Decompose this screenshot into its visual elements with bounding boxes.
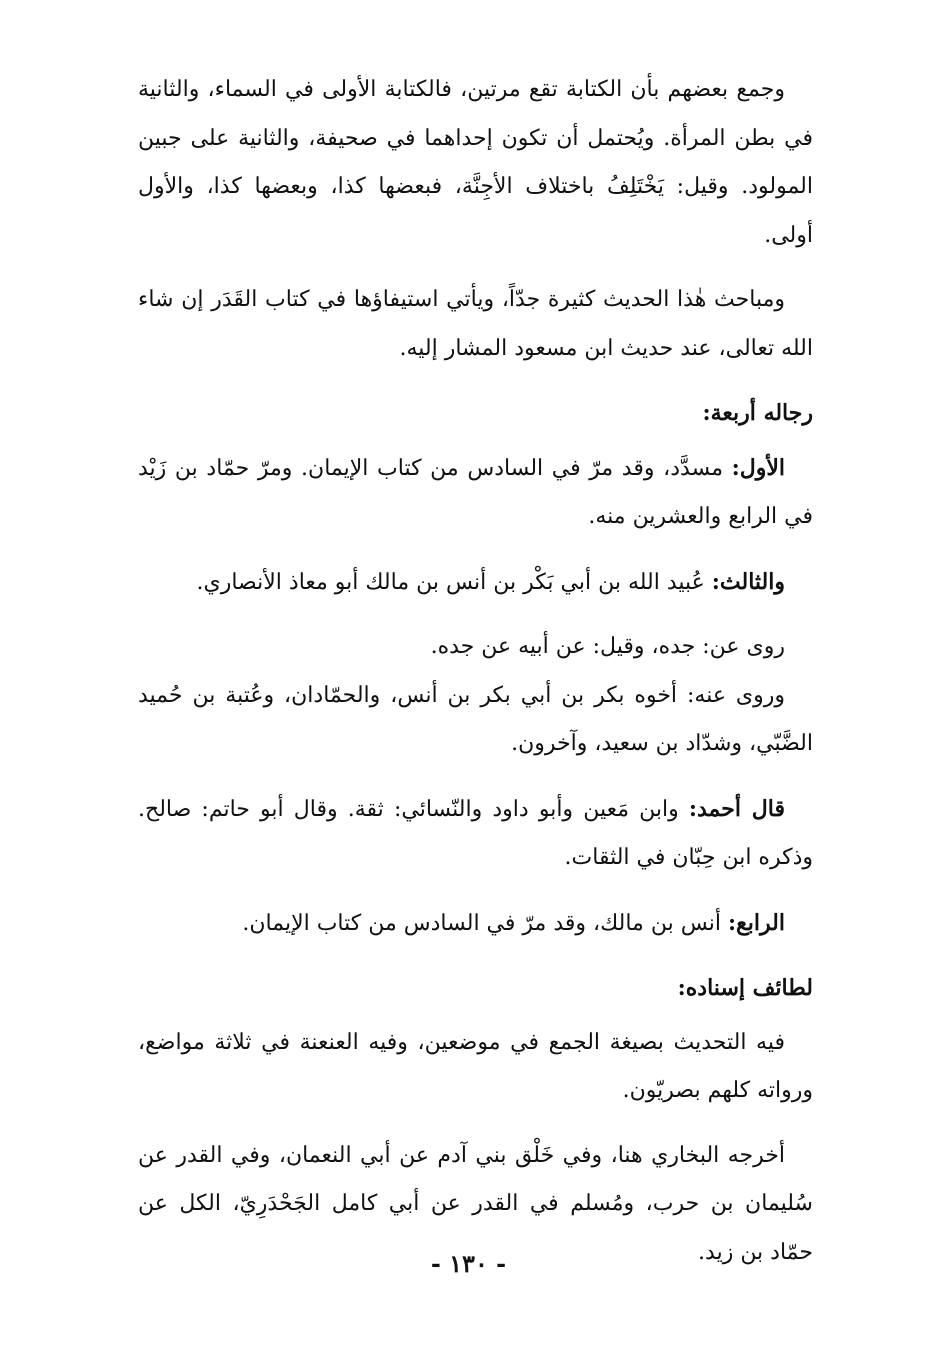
- rijal-first-text: مسدَّد، وقد مرّ في السادس من كتاب الإيمان. ومرّ حمّاد بن زَيْد في الرابع والعشرين منه.: [138, 455, 813, 529]
- rawa-anhu: وروى عنه: أخوه بكر بن أبي بكر بن أنس، والحمّادان، وعُتبة بن حُميد الضَّبّي، وشدّاد بن سعيد، وآخرون.: [138, 682, 813, 756]
- rijal-fourth-label: الرابع:: [727, 909, 785, 936]
- rijal-fourth-text: أنس بن مالك، وقد مرّ في السادس من كتاب الإيمان.: [242, 910, 728, 936]
- rijal-third: [138, 558, 813, 608]
- lataif-text: فيه التحديث بصيغة الجمع في موضعين، وفيه العنعنة في ثلاثة مواضع، ورواته كلهم بصريّون.: [138, 1029, 813, 1103]
- qala-ahmad-label: قال أحمد:: [688, 795, 786, 822]
- page-body: [138, 66, 813, 1277]
- qala-ahmad: [138, 785, 813, 883]
- takhrij-text: أخرجه البخاري هنا، وفي خَلْق بني آدم عن أبي النعمان، وفي القدر عن سُليمان بن حرب، ومُسلم في القدر عن أبي كامل الجَحْدَرِيّ، الكل عن حمّاد بن زيد.: [138, 1142, 813, 1265]
- paragraph-mabahith: ومباحث هٰذا الحديث كثيرة جدّاً، ويأتي استيفاؤها في كتاب القَدَر إن شاء الله تعالى، عند حديث ابن مسعود المشار إليه.: [138, 287, 813, 361]
- rijal-first-label: الأول:: [731, 454, 785, 481]
- rijal-third-text: عُبيد الله بن أبي بَكْر بن أنس بن مالك أبو معاذ الأنصاري.: [196, 569, 712, 595]
- rijal-third-label: والثالث:: [711, 568, 785, 595]
- rijal-fourth: [138, 899, 813, 949]
- rawa-an: روى عن: جده، وقيل: عن أبيه عن جده.: [430, 634, 785, 659]
- page-number: - ١٣٠ -: [430, 1249, 507, 1278]
- rijal-heading: رجاله أربعة:: [702, 400, 813, 426]
- rijal-first: [138, 444, 813, 542]
- qala-ahmad-text: وابن مَعين وأبو داود والنّسائي: ثقة. وقال أبو حاتم: صالح. وذكره ابن حِبّان في الثقات.: [138, 796, 813, 870]
- paragraph-kitaba: وجمع بعضهم بأن الكتابة تقع مرتين، فالكتابة الأولى في السماء، والثانية في بطن المرأة. ويُحتمل أن تكون إحداهما في صحيفة، والثانية على جبين المولود. وقيل: يَخْتَلِفُ باختلاف الأجِنَّة، فبعضها كذا، وبعضها كذا، والأول أولى.: [138, 77, 813, 248]
- lataif-heading: لطائف إسناده:: [677, 975, 813, 1001]
